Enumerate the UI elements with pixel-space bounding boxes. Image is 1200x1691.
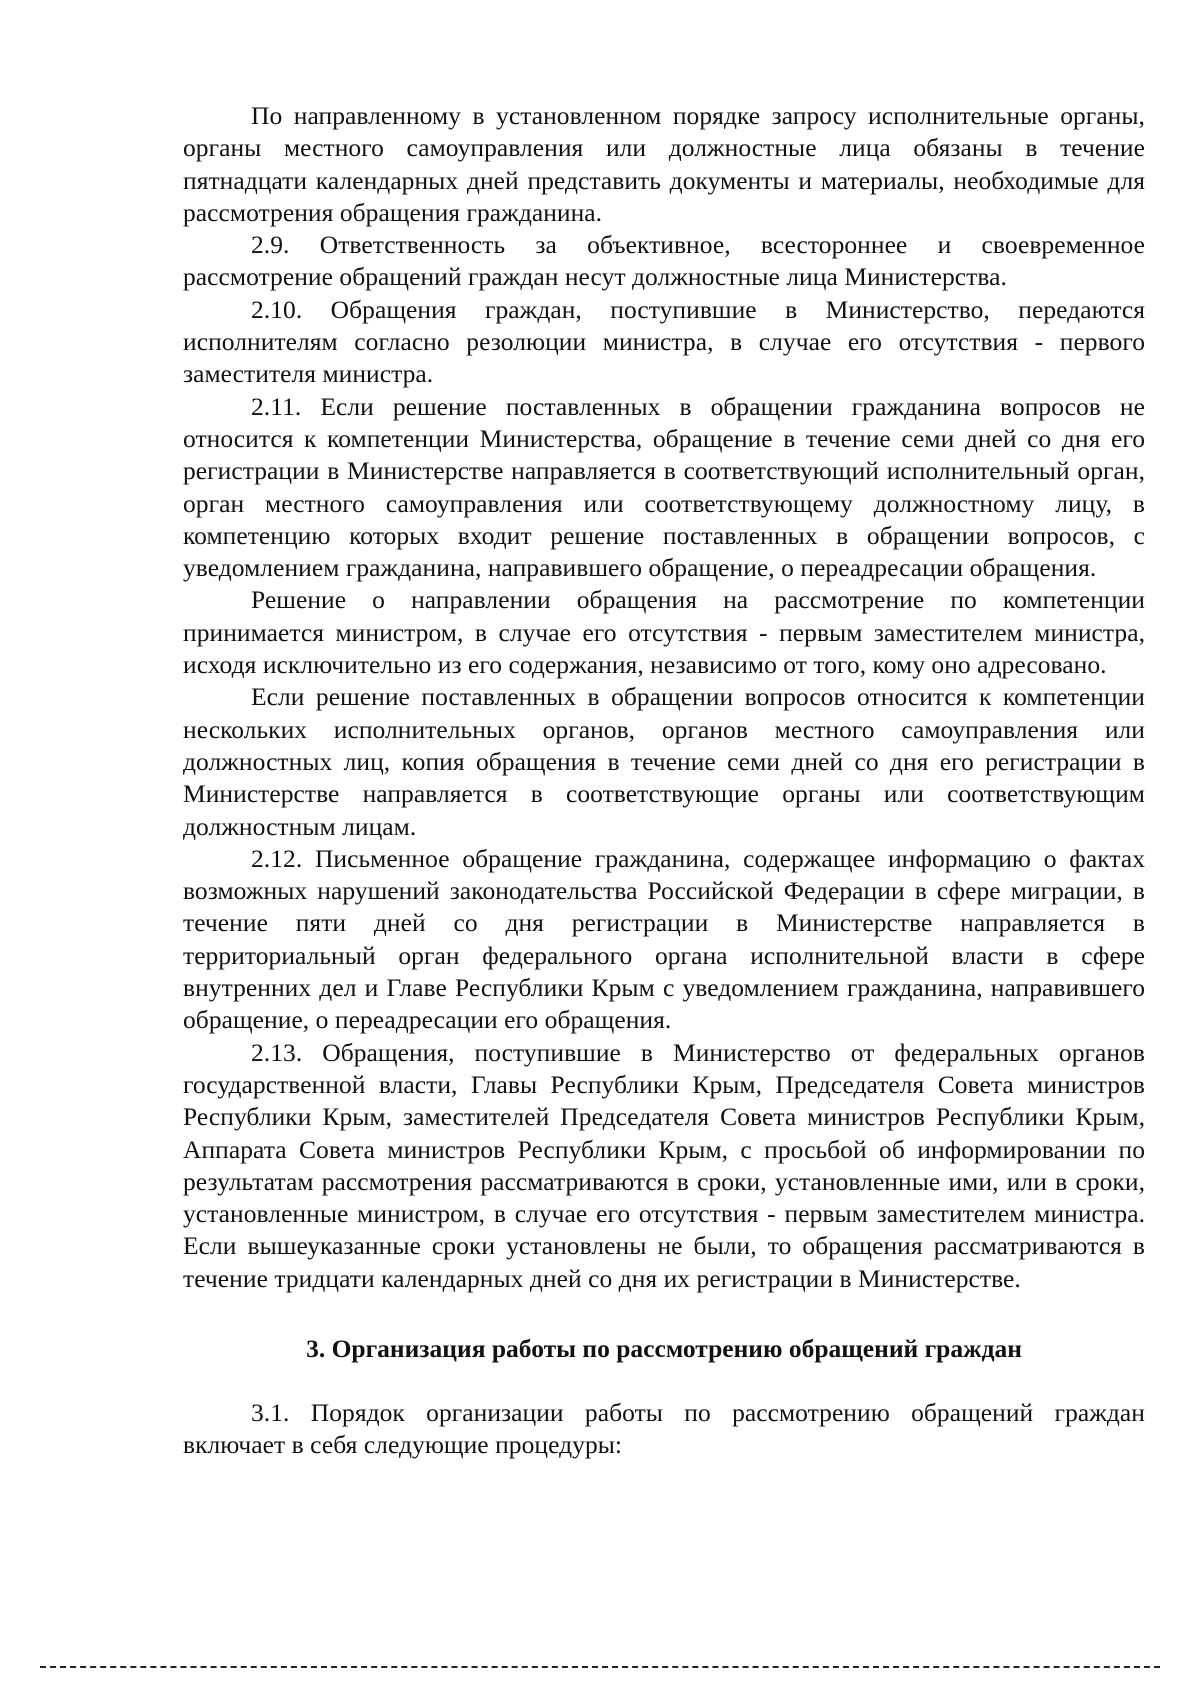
paragraph-3-1: 3.1. Порядок организации работы по рассмотрению обращений граждан включает в себя следующие процедуры: <box>183 1397 1145 1460</box>
paragraph-request-documents: По направленному в установленном порядке запросу исполнительные органы, органы местного самоуправления или должностные лица обязаны в течение пятнадцати календарных дней представить документы и материалы, необходимые для рассмотрения обращения гражданина. <box>183 101 1145 227</box>
document-page <box>183 100 1145 1462</box>
paragraph-2-11: 2.11. Если решение поставленных в обращении гражданина вопросов не относится к компетенции Министерства, обращение в течение семи дней со дня его регистрации в Министерстве направляется в соответствующий исполнительный орган, орган местного самоуправления или соответствующему должностному лицу, в компетенцию которых входит решение поставленных в обращении вопросов, с уведомлением гражданина, направившего обращение, о переадресации обращения. <box>183 391 1145 583</box>
heading-spacer <box>183 1365 1145 1397</box>
paragraph-2-13: 2.13. Обращения, поступившие в Министерство от федеральных органов государственной власти, Главы Республики Крым, Председателя Совета министров Республики Крым, заместителей Председателя Совета министров Республики Крым, Аппарата Совета министров Республики Крым, с просьбой об информировании по результатам рассмотрения рассматриваются в сроки, установленные ими, или в сроки, установленные министром, в случае его отсутствия - первым заместителем министра. Если вышеуказанные сроки установлены не были, то обращения рассматриваются в течение тридцати календарных дней со дня их регистрации в Министерстве. <box>183 1037 1145 1293</box>
section-3-heading: 3. Организация работы по рассмотрению обращений граждан <box>306 1333 1022 1363</box>
paragraph-2-10: 2.10. Обращения граждан, поступившие в Министерство, передаются исполнителям согласно резолюции министра, в случае его отсутствия - первого заместителя министра. <box>183 294 1145 389</box>
paragraph-multiple-competence: Если решение поставленных в обращении вопросов относится к компетенции нескольких исполнительных органов, органов местного самоуправления или должностных лиц, копия обращения в течение семи дней со дня его регистрации в Министерстве направляется в соответствующие органы или соответствующим должностным лицам. <box>183 682 1145 841</box>
page-bottom-rule <box>40 1666 1160 1668</box>
paragraph-2-9: 2.9. Ответственность за объективное, всестороннее и своевременное рассмотрение обращений граждан несут должностные лица Министерства. <box>183 230 1145 292</box>
paragraph-competence-decision: Решение о направлении обращения на рассмотрение по компетенции принимается министром, в случае его отсутствия - первым заместителем министра, исходя исключительно из его содержания, независимо от того, кому оно адресовано. <box>183 585 1145 680</box>
paragraph-2-12: 2.12. Письменное обращение гражданина, содержащее информацию о фактах возможных нарушений законодательства Российской Федерации в сфере миграции, в течение пяти дней со дня регистрации в Министерстве направляется в территориальный орган федерального органа исполнительной власти в сфере внутренних дел и Главе Республики Крым с уведомлением гражданина, направившего обращение, о переадресации его обращения. <box>183 843 1145 1035</box>
